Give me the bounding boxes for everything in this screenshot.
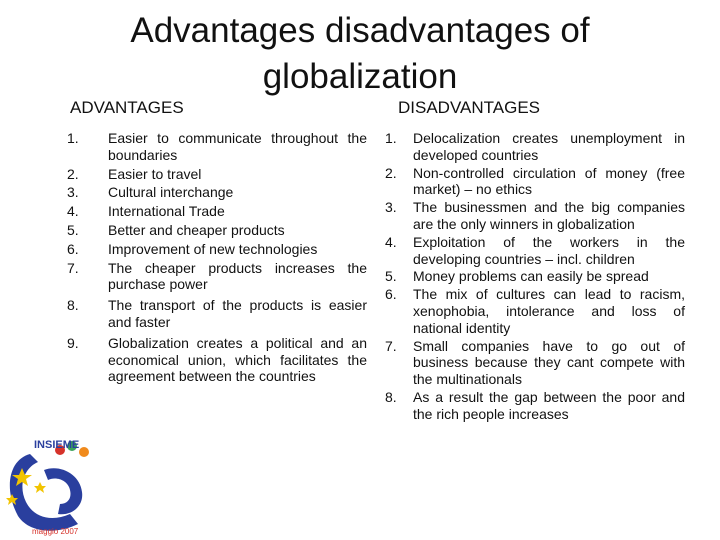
advantage-item	[67, 203, 367, 220]
item-number: 5.	[385, 268, 397, 285]
advantage-item	[67, 335, 367, 385]
disadvantage-item	[385, 130, 685, 164]
item-text: The transport of the products is easier and faster	[108, 297, 367, 330]
item-number: 3.	[385, 199, 397, 216]
item-text: As a result the gap between the poor and the rich people increases	[413, 388, 685, 422]
item-text: Non-controlled circulation of money (free market) – no ethics	[413, 164, 685, 198]
item-number: 3.	[67, 184, 79, 201]
item-text: Globalization creates a political and an economical union, which facilitates the agreement between the countries	[108, 334, 367, 385]
advantage-item	[67, 297, 367, 331]
item-text: The cheaper products increases the purchase power	[108, 259, 367, 293]
logo-swirl-shape	[10, 454, 78, 531]
item-number: 7.	[385, 337, 397, 354]
disadvantage-item	[385, 389, 685, 423]
advantages-header: ADVANTAGES	[70, 98, 184, 117]
advantages-list	[67, 130, 367, 387]
item-text: Easier to travel	[108, 165, 202, 182]
item-text: Exploitation of the workers in the developing countries – incl. children	[413, 233, 685, 267]
item-text: The mix of cultures can lead to racism, xenophobia, intolerance and loss of national identity	[413, 286, 685, 336]
item-text: Better and cheaper products	[108, 221, 285, 238]
item-text: Improvement of new technologies	[108, 240, 318, 257]
item-text: Money problems can easily be spread	[413, 268, 649, 285]
star-icon	[34, 482, 46, 493]
item-number: 2.	[67, 165, 79, 182]
item-number: 9.	[67, 334, 79, 351]
item-number: 5.	[67, 221, 79, 238]
item-number: 6.	[385, 286, 397, 303]
item-number: 8.	[385, 388, 397, 405]
item-number: 1.	[385, 130, 397, 146]
disadvantage-item	[385, 286, 685, 336]
item-number: 2.	[385, 164, 397, 181]
item-number: 4.	[67, 203, 79, 220]
item-number: 6.	[67, 240, 79, 257]
disadvantage-item	[385, 165, 685, 199]
item-text: International Trade	[108, 203, 225, 220]
advantage-item	[67, 166, 367, 183]
advantage-item	[67, 241, 367, 258]
disadvantage-item	[385, 199, 685, 233]
disadvantage-item	[385, 234, 685, 268]
advantage-item	[67, 184, 367, 201]
item-text: Delocalization creates unemployment in developed countries	[413, 130, 685, 163]
item-text: Cultural interchange	[108, 184, 234, 201]
item-text: The businessmen and the big companies are the only winners in globalization	[413, 199, 685, 232]
disadvantage-item	[385, 268, 685, 285]
item-number: 7.	[67, 259, 79, 276]
advantage-item	[67, 222, 367, 239]
disadvantages-list	[385, 130, 685, 424]
logo-wordmark: INSIEME	[34, 439, 80, 451]
disadvantages-header: DISADVANTAGES	[398, 98, 541, 117]
slide-title: Advantages disadvantages of globalization	[130, 11, 590, 96]
logo-figure-shape	[44, 468, 82, 514]
advantage-item	[67, 260, 367, 294]
item-text: Small companies have to go out of business because they cant compete with the multinationals	[413, 337, 685, 388]
item-text: Easier to communicate throughout the boundaries	[108, 130, 367, 163]
conference-logo	[0, 430, 110, 540]
item-number: 1.	[67, 130, 79, 146]
logo-date: maggio 2007	[32, 527, 79, 536]
logo-dot	[79, 447, 89, 457]
item-number: 4.	[385, 233, 397, 250]
advantage-item	[67, 130, 367, 164]
disadvantage-item	[385, 338, 685, 388]
item-number: 8.	[67, 297, 79, 314]
